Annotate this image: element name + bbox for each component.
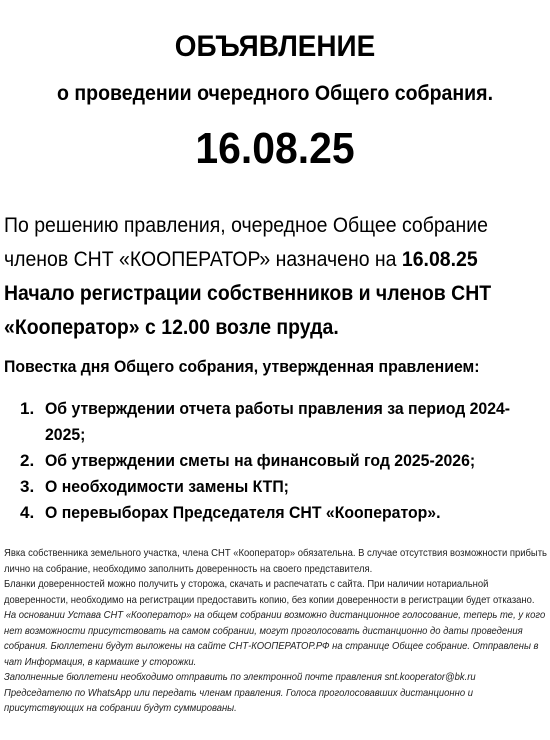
note-line: присутствующих на собрании будут суммированы. xyxy=(4,702,237,714)
agenda-item-number: 3. xyxy=(20,477,35,496)
notes-block xyxy=(4,546,549,717)
agenda-item-2 xyxy=(20,448,545,474)
note-line: собрания. Бюллетени будут выложены на сайте СНТ-КООПЕРАТОР.РФ на странице Общее собрание. Отправлены в xyxy=(4,640,539,652)
intro-line-2 xyxy=(4,242,497,276)
agenda-item-text-cont: 2025; xyxy=(45,425,86,444)
note-line: Заполненные бюллетени необходимо отправить по электронной почте правления snt.kooperator@bk.ru xyxy=(4,671,476,683)
intro-line-4: «Кооператор» с 12.00 возле пруда. xyxy=(4,315,339,339)
agenda-item-number: 2. xyxy=(20,451,35,470)
note-line: нет возможности присутствовать на самом собрании, могут проголосовать дистанционно до даты проведения xyxy=(4,624,523,637)
note-line: чат Информация, в кармашке у сторожки. xyxy=(4,655,197,668)
announcement-subtitle: о проведении очередного Общего собрания. xyxy=(56,82,493,105)
agenda-item-4 xyxy=(20,500,545,526)
agenda-item-text: Об утверждении сметы на финансовый год 2025-2026; xyxy=(45,451,476,470)
intro-line-3: Начало регистрации собственников и членов СНТ xyxy=(4,281,492,305)
agenda-item-number: 1. xyxy=(20,399,35,418)
agenda-title: Повестка дня Общего собрания, утвержденная правлением: xyxy=(4,357,480,376)
agenda-item-text: О перевыборах Председателя СНТ «Кооператор». xyxy=(45,503,441,522)
intro-line-2-text: членов СНТ «КООПЕРАТОР» назначено на xyxy=(4,247,402,271)
agenda-item-1 xyxy=(20,396,545,448)
note-line: Председателю по WhatsApp или передать членам правления. Голоса проголосовавших дистанционно и xyxy=(4,686,473,699)
intro-paragraph xyxy=(4,208,549,344)
agenda-item-3 xyxy=(20,474,545,500)
intro-line-1: По решению правления, очередное Общее собрание xyxy=(4,213,488,237)
meeting-date: 16.08.25 xyxy=(195,124,355,173)
note-line: лично на собрание, необходимо заполнить доверенность на своего представителя. xyxy=(4,562,373,575)
note-line: Явка собственника земельного участка, члена СНТ «Кооператор» обязательна. В случае отсутствия возможности прибыть xyxy=(4,547,547,559)
intro-line-2-date: 16.08.25 xyxy=(401,247,478,271)
note-line: На основании Устава СНТ «Кооператор» на общем собрании возможно дистанционное голосование, теперь те, у кого xyxy=(4,609,546,621)
note-line: доверенности, необходимо на регистрации предоставить копию, без копии доверенности в регистрации будет отказано. xyxy=(4,593,535,606)
note-line: Бланки доверенностей можно получить у сторожа, скачать и распечатать с сайта. При наличии нотариальной xyxy=(4,578,489,590)
agenda-item-text: Об утверждении отчета работы правления за период 2024- xyxy=(45,399,511,418)
announcement-title: ОБЪЯВЛЕНИЕ xyxy=(174,30,376,63)
agenda-item-number: 4. xyxy=(20,503,35,522)
agenda-item-text: О необходимости замены КТП; xyxy=(45,477,289,496)
agenda-list xyxy=(20,396,545,526)
